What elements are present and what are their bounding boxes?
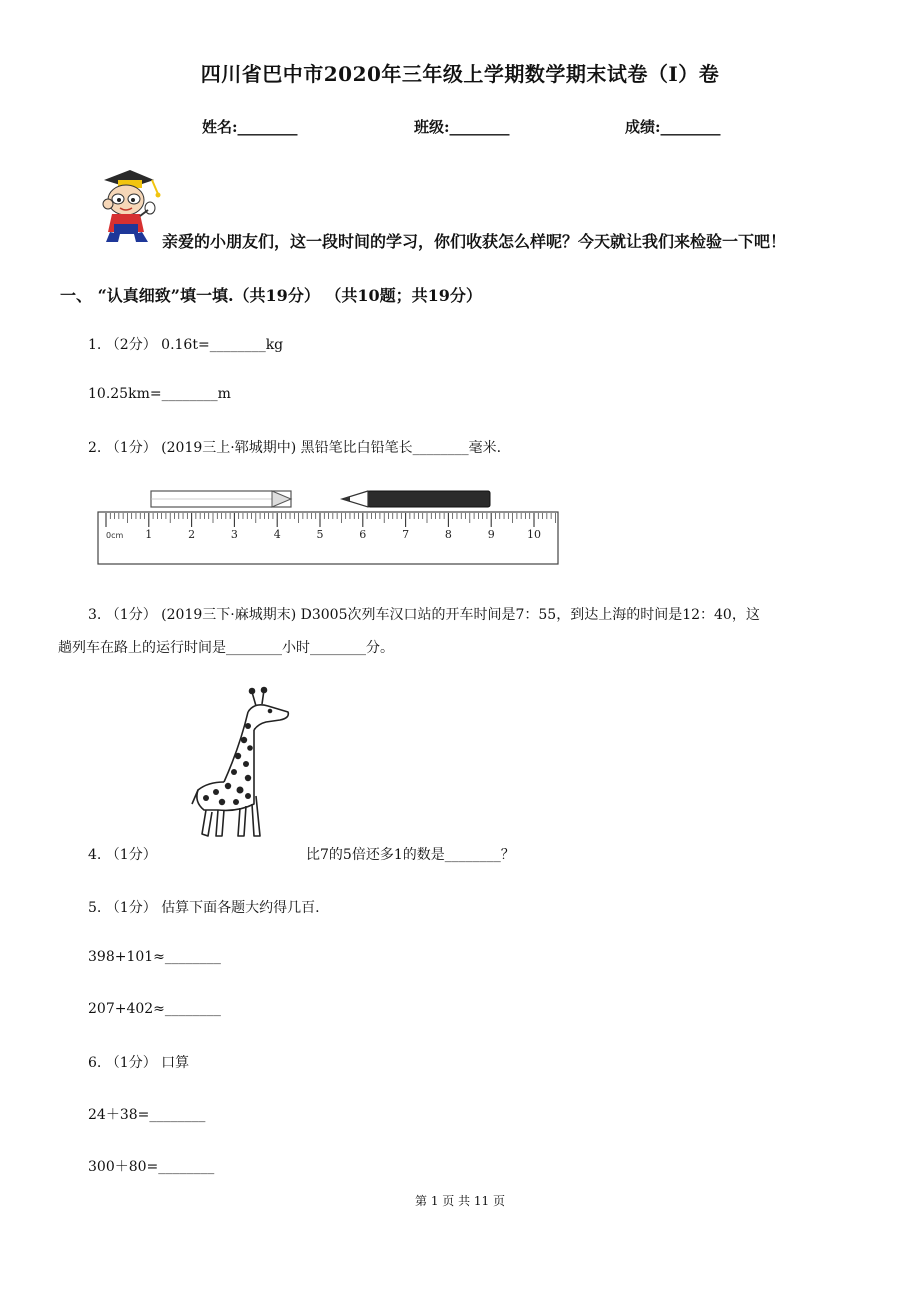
- ruler-tick-label: 8: [444, 528, 452, 541]
- question-5-part-b: 207+402≈________: [88, 1001, 221, 1017]
- black-pencil: [342, 491, 490, 507]
- mascot-illustration: [90, 168, 162, 244]
- ruler-figure: [96, 486, 562, 568]
- question-1: 1. （2分） 0.16t=________kg: [88, 337, 284, 353]
- name-field-label: 姓名:________: [202, 118, 298, 136]
- class-field-label: 班级:________: [414, 118, 510, 136]
- ruler-tick-label: 10: [527, 528, 541, 541]
- page-title: 四川省巴中市2020年三年级上学期数学期末试卷（I）卷: [200, 62, 720, 86]
- ruler-tick-label: 9: [487, 528, 495, 541]
- section-title: 一、 “认真细致”填一填.（共19分） （共10题；共19分）: [60, 286, 482, 305]
- question-6-part-b: 300＋80=________: [88, 1159, 215, 1175]
- question-4-text: 比7的5倍还多1的数是________？: [306, 847, 515, 863]
- question-5-part-a: 398+101≈________: [88, 949, 221, 965]
- ruler-tick-label: 3: [230, 528, 238, 541]
- question-5: 5. （1分） 估算下面各题大约得几百.: [88, 900, 320, 916]
- question-1-part-2: 10.25km=________m: [88, 386, 231, 402]
- ruler-tick-label: 2: [188, 528, 196, 541]
- question-3-line-2: 趟列车在路上的运行时间是________小时________分。: [58, 640, 394, 656]
- ruler-tick-label: 5: [316, 528, 324, 541]
- ruler-tick-label: 7: [402, 528, 410, 541]
- question-6-part-a: 24＋38=________: [88, 1107, 206, 1123]
- greeting-text: 亲爱的小朋友们，这一段时间的学习，你们收获怎么样呢？今天就让我们来检验一下吧！: [162, 232, 787, 251]
- score-field-label: 成绩:________: [625, 118, 721, 136]
- ruler-unit-label: 0cm: [106, 531, 124, 540]
- ruler-tick-label: 1: [145, 528, 153, 541]
- giraffe-illustration: [188, 686, 296, 846]
- page-footer: 第 1 页 共 11 页: [415, 1194, 505, 1208]
- question-2: 2. （1分） (2019三上·郓城期中) 黑铅笔比白铅笔长________毫米.: [88, 440, 502, 456]
- ruler-tick-label: 6: [359, 528, 367, 541]
- white-pencil: [151, 491, 291, 507]
- question-3-line-1: 3. （1分） (2019三下·麻城期末) D3005次列车汉口站的开车时间是7：55，到达上海的时间是12：40，这: [88, 607, 760, 623]
- question-4-number: 4. （1分）: [88, 847, 157, 863]
- question-6: 6. （1分） 口算: [88, 1055, 190, 1071]
- ruler-tick-label: 4: [273, 528, 281, 541]
